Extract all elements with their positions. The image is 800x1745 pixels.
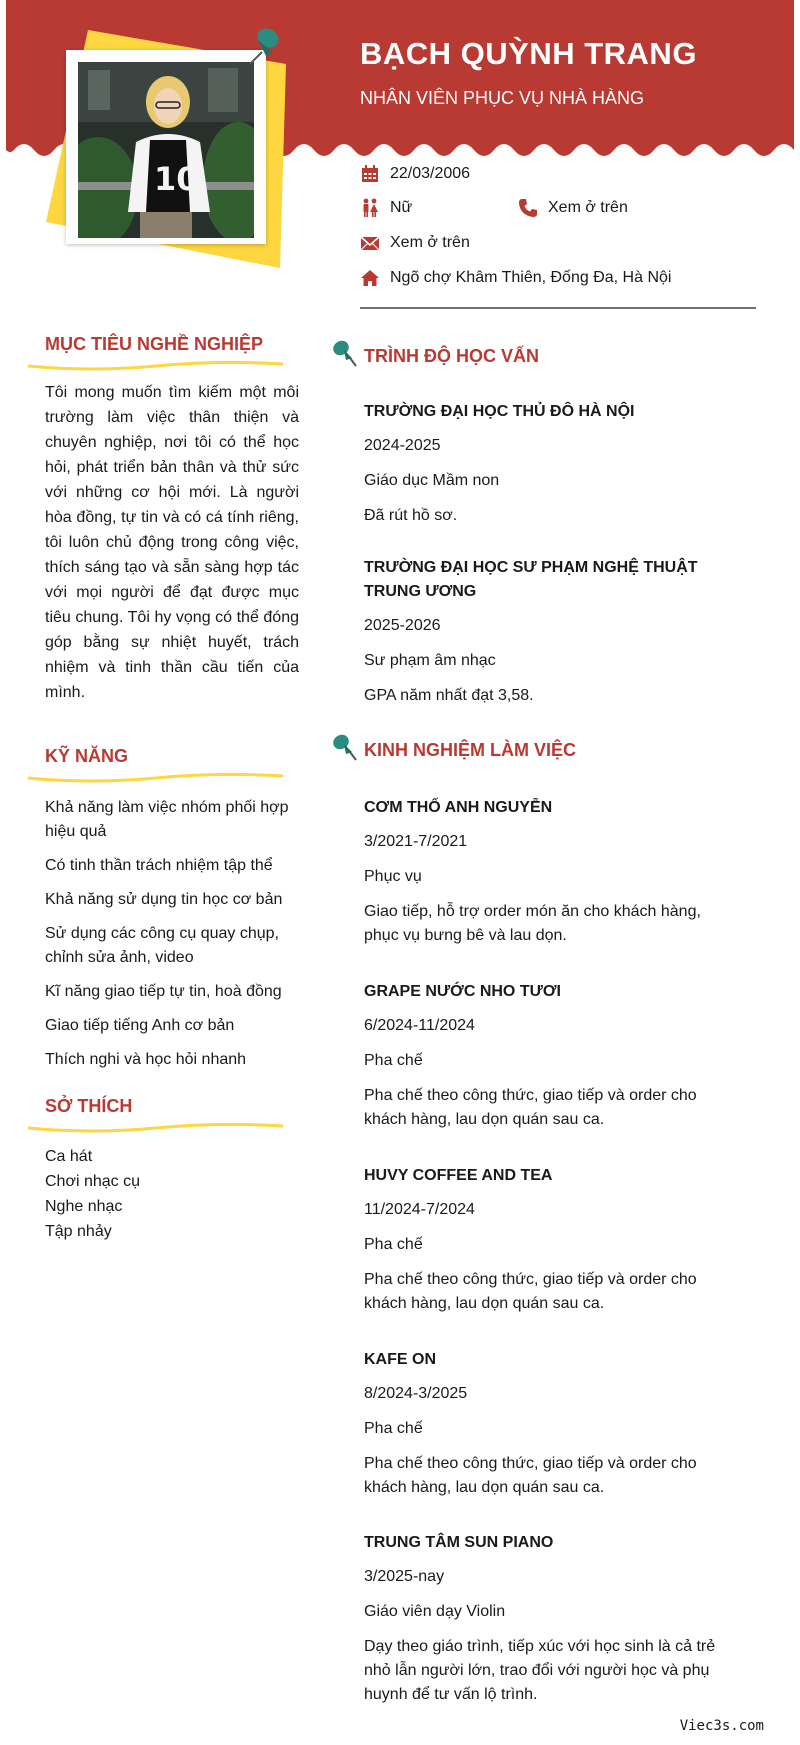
description: Pha chế theo công thức, giao tiếp và order cho khách hàng, lau dọn quán sau ca. [364,1087,697,1128]
list-item: Nghe nhạc [45,1198,123,1215]
major: Sư phạm âm nhạc [364,652,496,669]
role: Pha chế [364,1052,423,1069]
list-item: Ca hát [45,1148,93,1165]
pushpin-icon [330,338,358,368]
objective-heading: MỤC TIÊU NGHỀ NGHIỆP [45,334,264,354]
list-item: Thích nghi và học hỏi nhanh [45,1051,247,1068]
period: 3/2021-7/2021 [364,833,468,850]
skills-heading: KỸ NĂNG [45,746,129,766]
phone-icon [518,198,538,218]
note: Đã rút hồ sơ. [364,507,458,524]
list-item: Khả năng làm việc nhóm phối hợp hiệu quả [45,799,289,840]
experience-heading: KINH NGHIỆM LÀM VIỆC [364,740,577,760]
period: 11/2024-7/2024 [364,1201,475,1218]
period: 8/2024-3/2025 [364,1385,468,1402]
email-text: Xem ở trên [390,234,470,251]
svg-text:10: 10 [154,160,199,198]
period: 2024-2025 [364,437,441,454]
experience-entry [364,1348,734,1500]
hobbies-list [45,1144,299,1244]
period: 3/2025-nay [364,1568,445,1585]
description: Dạy theo giáo trình, tiếp xúc với học sinh là cả trẻ nhỏ lẫn người lớn, trao đổi với người học và phụ huynh để tư vấn lộ trình. [364,1638,716,1703]
candidate-name: BẠCH QUỲNH TRANG [360,36,697,71]
list-item: Giao tiếp tiếng Anh cơ bản [45,1017,235,1034]
hobbies-heading: SỞ THÍCH [45,1096,133,1116]
school-name: TRƯỜNG ĐẠI HỌC SƯ PHẠM NGHỆ THUẬT TRUNG ƯƠNG [364,559,698,600]
education-heading: TRÌNH ĐỘ HỌC VẤN [364,346,539,366]
heading-underline [28,1122,283,1134]
gender-text: Nữ [390,199,413,216]
company-name: GRAPE NƯỚC NHO TƯƠI [364,983,561,1000]
period: 2025-2026 [364,617,441,634]
pushpin-icon [330,732,358,762]
list-item: Sử dụng các công cụ quay chụp, chỉnh sửa ảnh, video [45,925,279,966]
experience-entry [364,1531,734,1707]
contact-gender [360,198,412,218]
objective-text: Tôi mong muốn tìm kiếm một môi trường làm việc thân thiện và chuyên nghiệp, nơi tôi có thể học hỏi, phát triển bản thân và thử sức với những cơ hội mới. Là người hòa đồng, tự tin và có cá tính riêng, tôi luôn chủ động trong công việc, thích sáng tạo và sẵn sàng hợp tác với mọi người để đạt được mục tiêu chung. Tôi hy vọng có thể đóng góp bằng sự nhiệt huyết, trách nhiệm và tinh thần cầu tiến của mình. [45,384,299,701]
description: Pha chế theo công thức, giao tiếp và order cho khách hàng, lau dọn quán sau ca. [364,1271,697,1312]
pushpin-icon [246,26,282,66]
company-name: KAFE ON [364,1351,436,1368]
birthday-text: 22/03/2006 [390,165,471,182]
list-item: Chơi nhạc cụ [45,1173,140,1190]
contact-address [360,268,671,288]
envelope-icon [360,233,380,253]
gender-icon [360,198,380,218]
description: Pha chế theo công thức, giao tiếp và order cho khách hàng, lau dọn quán sau ca. [364,1455,697,1496]
school-name: TRƯỜNG ĐẠI HỌC THỦ ĐÔ HÀ NỘI [364,403,635,420]
job-title: NHÂN VIÊN PHỤC VỤ NHÀ HÀNG [360,88,645,108]
home-icon [360,268,380,288]
education-entry [364,556,734,719]
list-item: Kĩ năng giao tiếp tự tin, hoà đồng [45,983,282,1000]
experience-entry [364,1164,734,1316]
calendar-icon [360,164,380,184]
company-name: CƠM THỐ ANH NGUYỄN [364,799,553,816]
heading-underline [28,772,283,784]
list-item: Tập nhảy [45,1223,112,1240]
watermark: Viec3s.com [679,1718,764,1734]
role: Pha chế [364,1420,423,1437]
major: Giáo dục Mầm non [364,472,500,489]
address-text: Ngõ chợ Khâm Thiên, Đống Đa, Hà Nội [390,269,672,286]
skills-list [45,796,299,1082]
avatar [78,62,254,238]
contact-divider [360,307,756,309]
heading-underline [28,360,283,372]
experience-entry [364,796,734,948]
contact-email [360,233,470,253]
description: Giao tiếp, hỗ trợ order món ăn cho khách hàng, phục vụ bưng bê và lau dọn. [364,903,701,944]
experience-entry [364,980,734,1132]
phone-text: Xem ở trên [548,199,628,216]
role: Phục vụ [364,868,422,885]
note: GPA năm nhất đạt 3,58. [364,687,534,704]
photo-frame [66,50,266,244]
contact-phone [518,198,628,218]
contact-birthday [360,164,470,184]
list-item: Khả năng sử dụng tin học cơ bản [45,891,283,908]
education-entry [364,400,734,539]
role: Pha chế [364,1236,423,1253]
role: Giáo viên dạy Violin [364,1603,506,1620]
company-name: TRUNG TÂM SUN PIANO [364,1534,554,1551]
list-item: Có tinh thần trách nhiệm tập thể [45,857,273,874]
period: 6/2024-11/2024 [364,1017,475,1034]
company-name: HUVY COFFEE AND TEA [364,1167,553,1184]
